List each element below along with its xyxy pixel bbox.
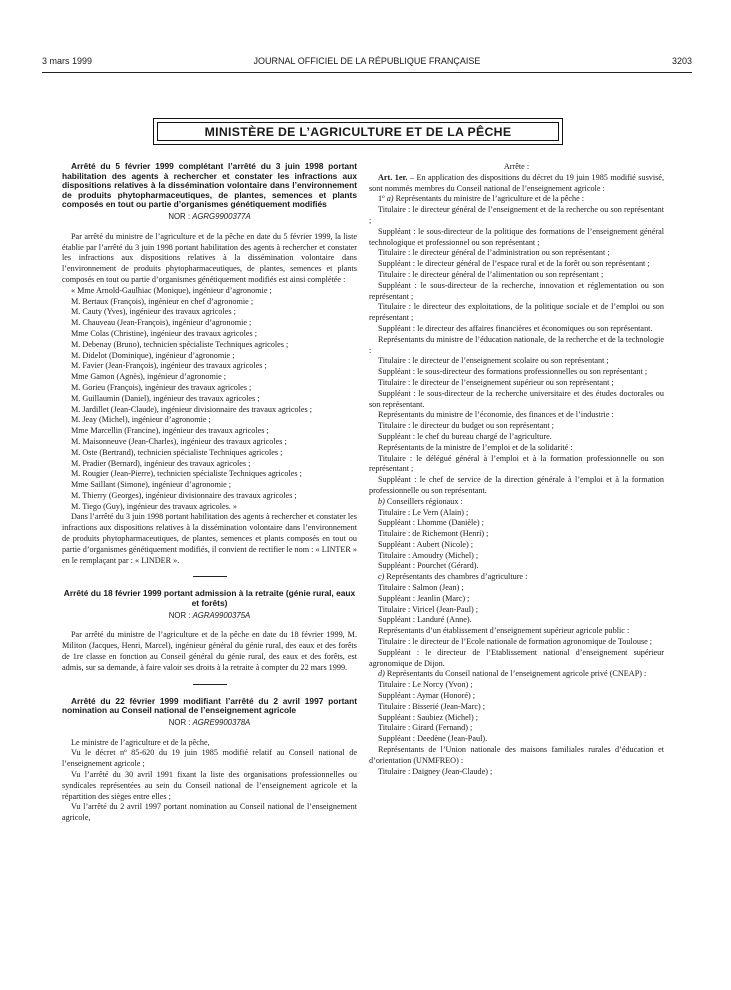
agent-list-item: M. Guillaumin (Daniel), ingénieur des travaux agricoles ; (71, 393, 260, 403)
member-entry: Titulaire : le directeur général de l’alimentation ou son représentant ; (378, 269, 604, 279)
agent-list-item: M. Oste (Bertrand), technicien spécialiste Techniques agricoles ; (71, 447, 283, 457)
member-entry: Suppléant : le chef de service de la direction générale à l’emploi et à la formation professionnelle ou son représentant. (369, 475, 664, 495)
agent-list-item: M. Didelot (Dominique), ingénieur d’agronomie ; (71, 350, 235, 360)
member-entry: Titulaire : le directeur général de l’enseignement et de la recherche ou son représentant ; (369, 205, 664, 225)
separator-rule (193, 576, 227, 577)
member-entry: Suppléant : Saubiez (Michel) ; (378, 712, 479, 722)
header-journal-title: JOURNAL OFFICIEL DE LA RÉPUBLIQUE FRANÇAISE (253, 56, 481, 66)
member-entry: Titulaire : le délégué général à l’emploi et à la formation professionnelle ou son représentant ; (369, 453, 664, 474)
decree-3-nor: NOR : AGRE9900378A (168, 717, 251, 727)
decree-2-body: Par arrêté du ministre de l’agriculture et de la pêche en date du 18 février 1999, M. Militon (Jacques, Henri, Marcel), ingénieur général du génie rural, des eaux et des forêts de 1re classe en fonction au Conseil général du génie rural, des eaux et des forêts, est admis, sur sa demande, à faire valoir ses droits à la retraite à compter du 22 mars 1999. (62, 630, 357, 672)
ministry-title: MINISTÈRE DE L’AGRICULTURE ET DE LA PÊCHE (157, 122, 559, 141)
decree-1-agent-list (62, 286, 357, 513)
article-1: Art. 1er. – En application des dispositions du décret du 19 juin 1985 modifié susvisé, sont nommés membres du Conseil national de l’enseignement agricole : (369, 172, 664, 193)
visa-paragraph: Vu le décret nº 85-620 du 19 juin 1985 modifié relatif au Conseil national de l’enseignement agricole ; (62, 748, 357, 769)
agent-list-item: M. Tiego (Guy), ingénieur des travaux agricoles. » (71, 501, 237, 511)
member-entry: Titulaire : le directeur de l’enseignement supérieur ou son représentant ; (378, 377, 614, 387)
agent-list-item: M. Thierry (Georges), ingénieur divisionnaire des travaux agricoles ; (71, 490, 297, 500)
member-entry: Titulaire : Le Vern (Alain) ; (378, 507, 469, 517)
agent-list-item: Mme Gamon (Agnès), ingénieur d’agronomie ; (71, 372, 227, 382)
agent-list-item: M. Pradier (Bernard), ingénieur des travaux agricoles ; (71, 458, 251, 468)
member-entry: Suppléant : Aubert (Nicole) ; (378, 539, 474, 549)
header-rule (42, 72, 692, 73)
article-1-label: Art. 1er. (378, 172, 408, 182)
agent-list-item: M. Jardillet (Jean-Claude), ingénieur divisionnaire des travaux agricoles ; (71, 404, 312, 414)
agent-list-item: M. Cauty (Yves), ingénieur des travaux agricoles ; (71, 307, 236, 317)
visa-paragraph: Le ministre de l’agriculture et de la pêche, (71, 737, 210, 747)
member-entry: Titulaire : de Richemont (Henri) ; (378, 529, 489, 539)
member-entry: Suppléant : Landuré (Anne). (378, 615, 472, 625)
member-entry: Suppléant : Deedène (Jean-Paul). (378, 734, 488, 744)
section-b-heading: b) Conseillers régionaux : (378, 496, 463, 506)
member-entry: Représentants du ministre de l’économie, des finances et de l’industrie : (378, 410, 614, 420)
member-entry: Suppléant : le directeur général de l’espace rural et de la forêt ou son représentant ; (378, 259, 650, 269)
member-entry: Titulaire : Salmon (Jean) ; (378, 583, 464, 593)
section-b-members (369, 508, 664, 573)
decree-3-title: Arrêté du 22 février 1999 modifiant l’arrêté du 2 avril 1997 portant nomination au Conseil national de l’enseignement agricole (62, 695, 357, 716)
agent-list-item: M. Rougier (Jean-Pierre), technicien spécialiste Techniques agricoles ; (71, 469, 302, 479)
decree-2-title: Arrêté du 18 février 1999 portant admission à la retraite (génie rural, eaux et forêts) (63, 588, 356, 609)
section-d-heading: d) Représentants du Conseil national de l’enseignement agricole privé (CNEAP) : (378, 669, 647, 679)
member-entry: Suppléant : le sous-directeur des formations professionnelles ou son représentant ; (378, 367, 648, 377)
member-entry: Suppléant : le sous-directeur de la politique des formations de l’enseignement général technologique et professionnel ou son représentant ; (369, 226, 664, 247)
member-entry: Suppléant : le chef du bureau chargé de l’agriculture. (378, 431, 552, 441)
separator-rule (193, 684, 227, 685)
member-entry: Suppléant : Aymar (Honoré) ; (378, 691, 476, 701)
member-entry: Suppléant : Lhomme (Danièle) ; (378, 518, 484, 528)
member-entry: Suppléant : le directeur des affaires financières et économiques ou son représentant. (378, 323, 653, 333)
decree-1-intro: Par arrêté du ministre de l’agriculture et de la pêche en date du 5 février 1999, la liste établie par l’arrêté du 3 juin 1998 portant habilitation des agents à rechercher et constater les infractions aux dispositions relatives à la dissémination volontaire dans l’environnement de produits phytopharmaceutiques, de plantes, semences et plants composés en tout ou partie d’organismes génétiquement modifiés est ainsi complétée : (62, 231, 357, 284)
member-entry: Titulaire : Daigney (Jean-Claude) ; (378, 766, 493, 776)
header-page-number: 3203 (671, 56, 692, 66)
member-entry: Titulaire : le directeur des exploitations, de la politique sociale et de l’emploi ou son représentant ; (369, 302, 664, 323)
agent-list-item: M. Gorieu (François), ingénieur des travaux agricoles ; (71, 382, 252, 392)
agent-list-item: M. Debenay (Bruno), technicien spécialiste Techniques agricoles ; (71, 339, 289, 349)
member-entry: Titulaire : Viricel (Jean-Paul) ; (378, 604, 479, 614)
decree-1-closing: Dans l’arrêté du 3 juin 1998 portant habilitation des agents à rechercher et constater les infractions aux dispositions relatives à la dissémination volontaire dans l’environnement de produits phytopharmaceutiques, de plantes, semences et plants composés en tout ou partie d’organismes génétiquement modifiés, il convient de rectifier le nom : « LINTER » en le remplaçant par : « LINDER ». (62, 512, 357, 565)
member-entry: Titulaire : Le Norcy (Yvon) ; (378, 680, 473, 690)
member-entry: Représentants du ministre de l’éducation nationale, de la recherche et de la technologie : (369, 334, 664, 355)
agent-list-item: M. Bertaux (François), ingénieur en chef d’agronomie ; (71, 296, 254, 306)
agent-list-item: M. Chauveau (Jean-François), ingénieur d’agronomie ; (71, 318, 252, 328)
arrete-label: Arrête : (503, 162, 530, 171)
agent-list-item: Mme Saillant (Simone), ingénieur d’agronomie ; (71, 480, 232, 490)
agent-list-item: Mme Marcellin (Francine), ingénieur des travaux agricoles ; (71, 426, 269, 436)
agent-list-item: M. Favier (Jean-François), ingénieur des travaux agricoles ; (71, 361, 267, 371)
agent-list-item: Mme Colas (Christine), ingénieur des travaux agricoles ; (71, 328, 257, 338)
member-entry: Représentants d’un établissement d’enseignement supérieur agricole public : (378, 626, 630, 636)
decree-1 (62, 162, 357, 566)
member-entry: Titulaire : Girard (Fernand) ; (378, 723, 473, 733)
decree-2-nor: NOR : AGRA9900375A (168, 610, 251, 620)
member-entry: Représentants de la ministre de l’emploi et de la solidarité : (378, 442, 573, 452)
decree-2 (62, 589, 357, 673)
agent-list-item: M. Jeay (Michel), ingénieur d’agronomie ; (71, 415, 211, 425)
member-entry: Suppléant : Pourchet (Gérard). (378, 561, 479, 571)
visa-paragraph: Vu l’arrêté du 30 avril 1991 fixant la liste des organisations professionnelles ou syndicales représentées au sein du Conseil national de l’enseignement agricole et la répartition des sièges entre elles ; (62, 770, 357, 801)
section-a-members (369, 205, 664, 497)
decree-1-nor: NOR : AGRG9900377A (168, 211, 251, 221)
member-entry: Représentants de l’Union nationale des maisons familiales rurales d’éducation et d’orientation (UNMFREO) : (369, 745, 664, 765)
member-entry: Titulaire : le directeur de l’enseignement scolaire ou son représentant ; (378, 356, 609, 366)
member-entry: Titulaire : Amoudry (Michel) ; (378, 550, 479, 560)
agent-list-item: « Mme Arnold-Gaulhiac (Monique), ingénieur d’agronomie ; (71, 285, 272, 295)
section-a-heading: 1º a) Représentants du ministre de l’agriculture et de la pêche : (378, 194, 585, 204)
member-entry: Titulaire : Bisserié (Jean-Marc) ; (378, 701, 486, 711)
right-column (369, 162, 664, 777)
decree-3 (62, 697, 357, 824)
decree-1-title: Arrêté du 5 février 1999 complétant l’arrêté du 3 juin 1998 portant habilitation des agents à rechercher et constater les infractions aux dispositions relatives à la dissémination volontaire dans l’environnement de produits phytopharmaceutiques, de plantes, semences et plants composés en tout ou partie d’organismes génétiquement modifiés (62, 161, 357, 210)
page-header (42, 56, 692, 70)
member-entry: Titulaire : le directeur de l’Ecole nationale de formation agronomique de Toulouse ; (378, 637, 653, 647)
section-c-members (369, 583, 664, 669)
visa-paragraph: Vu l’arrêté du 2 avril 1997 portant nomination au Conseil national de l’enseignement agricole, (62, 802, 357, 823)
section-c-heading: c) Représentants des chambres d’agriculture : (378, 572, 528, 582)
agent-list-item: M. Maisonneuve (Jean-Charles), ingénieur des travaux agricoles ; (71, 436, 287, 446)
header-date: 3 mars 1999 (42, 56, 93, 66)
section-d-members (369, 680, 664, 777)
member-entry: Suppléant : le sous-directeur de la recherche universitaire et des études doctorales ou son représentant. (369, 388, 664, 409)
member-entry: Suppléant : le sous-directeur de la recherche, innovation et réglementation ou son représentant ; (369, 280, 664, 301)
member-entry: Suppléant : le directeur de l’Etablissement national d’enseignement supérieur agronomique de Dijon. (369, 647, 664, 668)
member-entry: Titulaire : le directeur général de l’administration ou son représentant ; (378, 248, 610, 258)
left-column (62, 162, 357, 824)
member-entry: Titulaire : le directeur du budget ou son représentant ; (378, 421, 554, 431)
ministry-box (153, 118, 563, 145)
decree-3-visas (62, 738, 357, 824)
member-entry: Suppléant : Jeanlin (Marc) ; (378, 593, 470, 603)
